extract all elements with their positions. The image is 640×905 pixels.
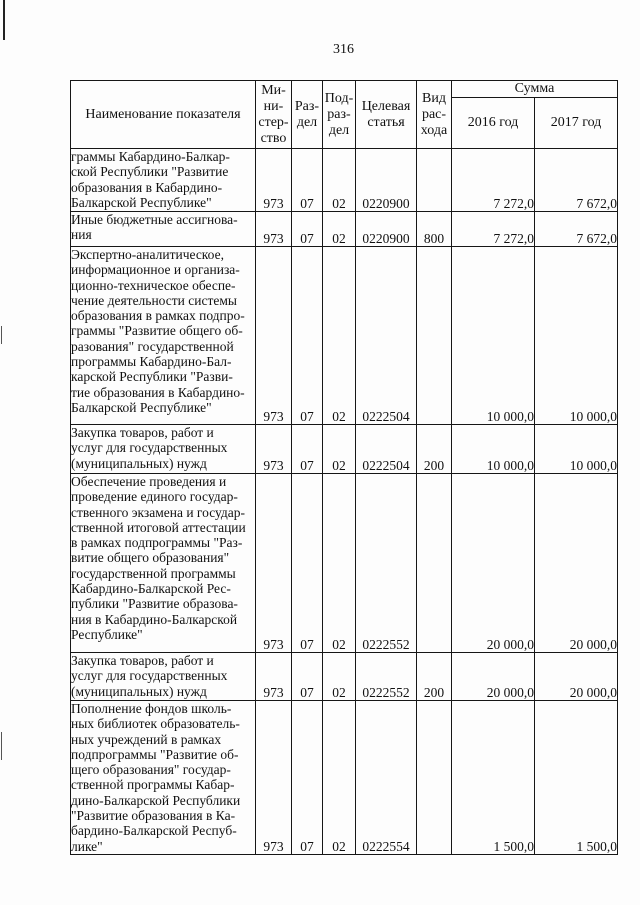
target-article-cell: 0222504 — [356, 247, 417, 425]
section-cell: 07 — [292, 653, 323, 701]
header-year-2016: 2016 год — [452, 98, 535, 149]
subsection-cell: 02 — [323, 247, 356, 425]
section-cell: 07 — [292, 212, 323, 247]
row-name-cell: граммы Кабардино-Балкар- ской Республики "Развитие образования в Кабардино- Балкарской Республике" — [71, 149, 256, 212]
header-sum: Сумма — [452, 81, 618, 98]
amount-2016-cell: 7 272,0 — [452, 212, 535, 247]
section-cell: 07 — [292, 149, 323, 212]
ministry-cell: 973 — [256, 212, 292, 247]
table-row — [71, 474, 618, 653]
expense-type-cell: 200 — [417, 653, 452, 701]
amount-2016-cell: 7 272,0 — [452, 149, 535, 212]
amount-2016-cell: 10 000,0 — [452, 247, 535, 425]
header-target-article: Целевая статья — [356, 81, 417, 149]
ministry-cell: 973 — [256, 425, 292, 474]
amount-2016-cell: 10 000,0 — [452, 425, 535, 474]
target-article-cell: 0220900 — [356, 149, 417, 212]
expense-type-cell: 800 — [417, 212, 452, 247]
header-subsection: Под- раз- дел — [323, 81, 356, 149]
expense-type-cell — [417, 701, 452, 855]
page-number: 316 — [333, 42, 354, 57]
amount-2017-cell: 7 672,0 — [535, 212, 618, 247]
expense-type-cell — [417, 149, 452, 212]
subsection-cell: 02 — [323, 149, 356, 212]
target-article-cell: 0222554 — [356, 701, 417, 855]
ministry-cell: 973 — [256, 474, 292, 653]
scan-edge-mark — [1, 732, 2, 760]
target-article-cell: 0222552 — [356, 474, 417, 653]
expense-type-cell — [417, 247, 452, 425]
target-article-cell: 0220900 — [356, 212, 417, 247]
expense-type-cell — [417, 474, 452, 653]
subsection-cell: 02 — [323, 701, 356, 855]
amount-2016-cell: 20 000,0 — [452, 653, 535, 701]
target-article-cell: 0222552 — [356, 653, 417, 701]
header-name: Наименование показателя — [71, 81, 256, 149]
header-expense-type: Вид рас- хода — [417, 81, 452, 149]
section-cell: 07 — [292, 425, 323, 474]
header-section: Раз- дел — [292, 81, 323, 149]
table-row — [71, 425, 618, 474]
budget-table — [70, 80, 618, 855]
subsection-cell: 02 — [323, 212, 356, 247]
ministry-cell: 973 — [256, 149, 292, 212]
subsection-cell: 02 — [323, 653, 356, 701]
row-name-cell: Обеспечение проведения и проведение единого государ- ственного экзамена и государ- ственной итоговой аттестации в рамках подпрограммы "Раз- витие общего образования" государственной программы Кабардино-Балкарской Рес- публики "Развитие образова- ния в Кабардино-Балкарской Республике" — [71, 474, 256, 653]
header-year-2017: 2017 год — [535, 98, 618, 149]
row-name-cell: Иные бюджетные ассигнова- ния — [71, 212, 256, 247]
row-name-cell: Закупка товаров, работ и услуг для государственных (муниципальных) нужд — [71, 425, 256, 474]
table-row — [71, 212, 618, 247]
scan-edge-mark — [3, 0, 5, 40]
row-name-cell: Пополнение фондов школь- ных библиотек образователь- ных учреждений в рамках подпрограммы "Развитие об- щего образования" государ- ственной программы Кабар- дино-Балкарской Республики "Развитие образования в Ка- бардино-Балкарской Респуб- лике" — [71, 701, 256, 855]
amount-2017-cell: 10 000,0 — [535, 425, 618, 474]
amount-2017-cell: 7 672,0 — [535, 149, 618, 212]
row-name-cell: Закупка товаров, работ и услуг для государственных (муниципальных) нужд — [71, 653, 256, 701]
table-row — [71, 653, 618, 701]
amount-2017-cell: 1 500,0 — [535, 701, 618, 855]
amount-2017-cell: 10 000,0 — [535, 247, 618, 425]
table-row — [71, 149, 618, 212]
amount-2016-cell: 20 000,0 — [452, 474, 535, 653]
ministry-cell: 973 — [256, 247, 292, 425]
amount-2016-cell: 1 500,0 — [452, 701, 535, 855]
expense-type-cell: 200 — [417, 425, 452, 474]
ministry-cell: 973 — [256, 653, 292, 701]
ministry-cell: 973 — [256, 701, 292, 855]
target-article-cell: 0222504 — [356, 425, 417, 474]
subsection-cell: 02 — [323, 425, 356, 474]
subsection-cell: 02 — [323, 474, 356, 653]
table-row — [71, 701, 618, 855]
header-ministry: Ми- ни- стер- ство — [256, 81, 292, 149]
row-name-cell: Экспертно-аналитическое, информационное и организа- ционно-техническое обеспе- чение деятельности системы образования в рамках подпро- граммы "Развитие общего об- разования" государственной программы Кабардино-Бал- карской Республики "Разви- тие образования в Кабардино- Балкарской Республике" — [71, 247, 256, 425]
amount-2017-cell: 20 000,0 — [535, 474, 618, 653]
section-cell: 07 — [292, 474, 323, 653]
table-row — [71, 247, 618, 425]
amount-2017-cell: 20 000,0 — [535, 653, 618, 701]
scan-edge-mark — [1, 326, 2, 344]
header-row — [71, 81, 618, 98]
section-cell: 07 — [292, 247, 323, 425]
section-cell: 07 — [292, 701, 323, 855]
